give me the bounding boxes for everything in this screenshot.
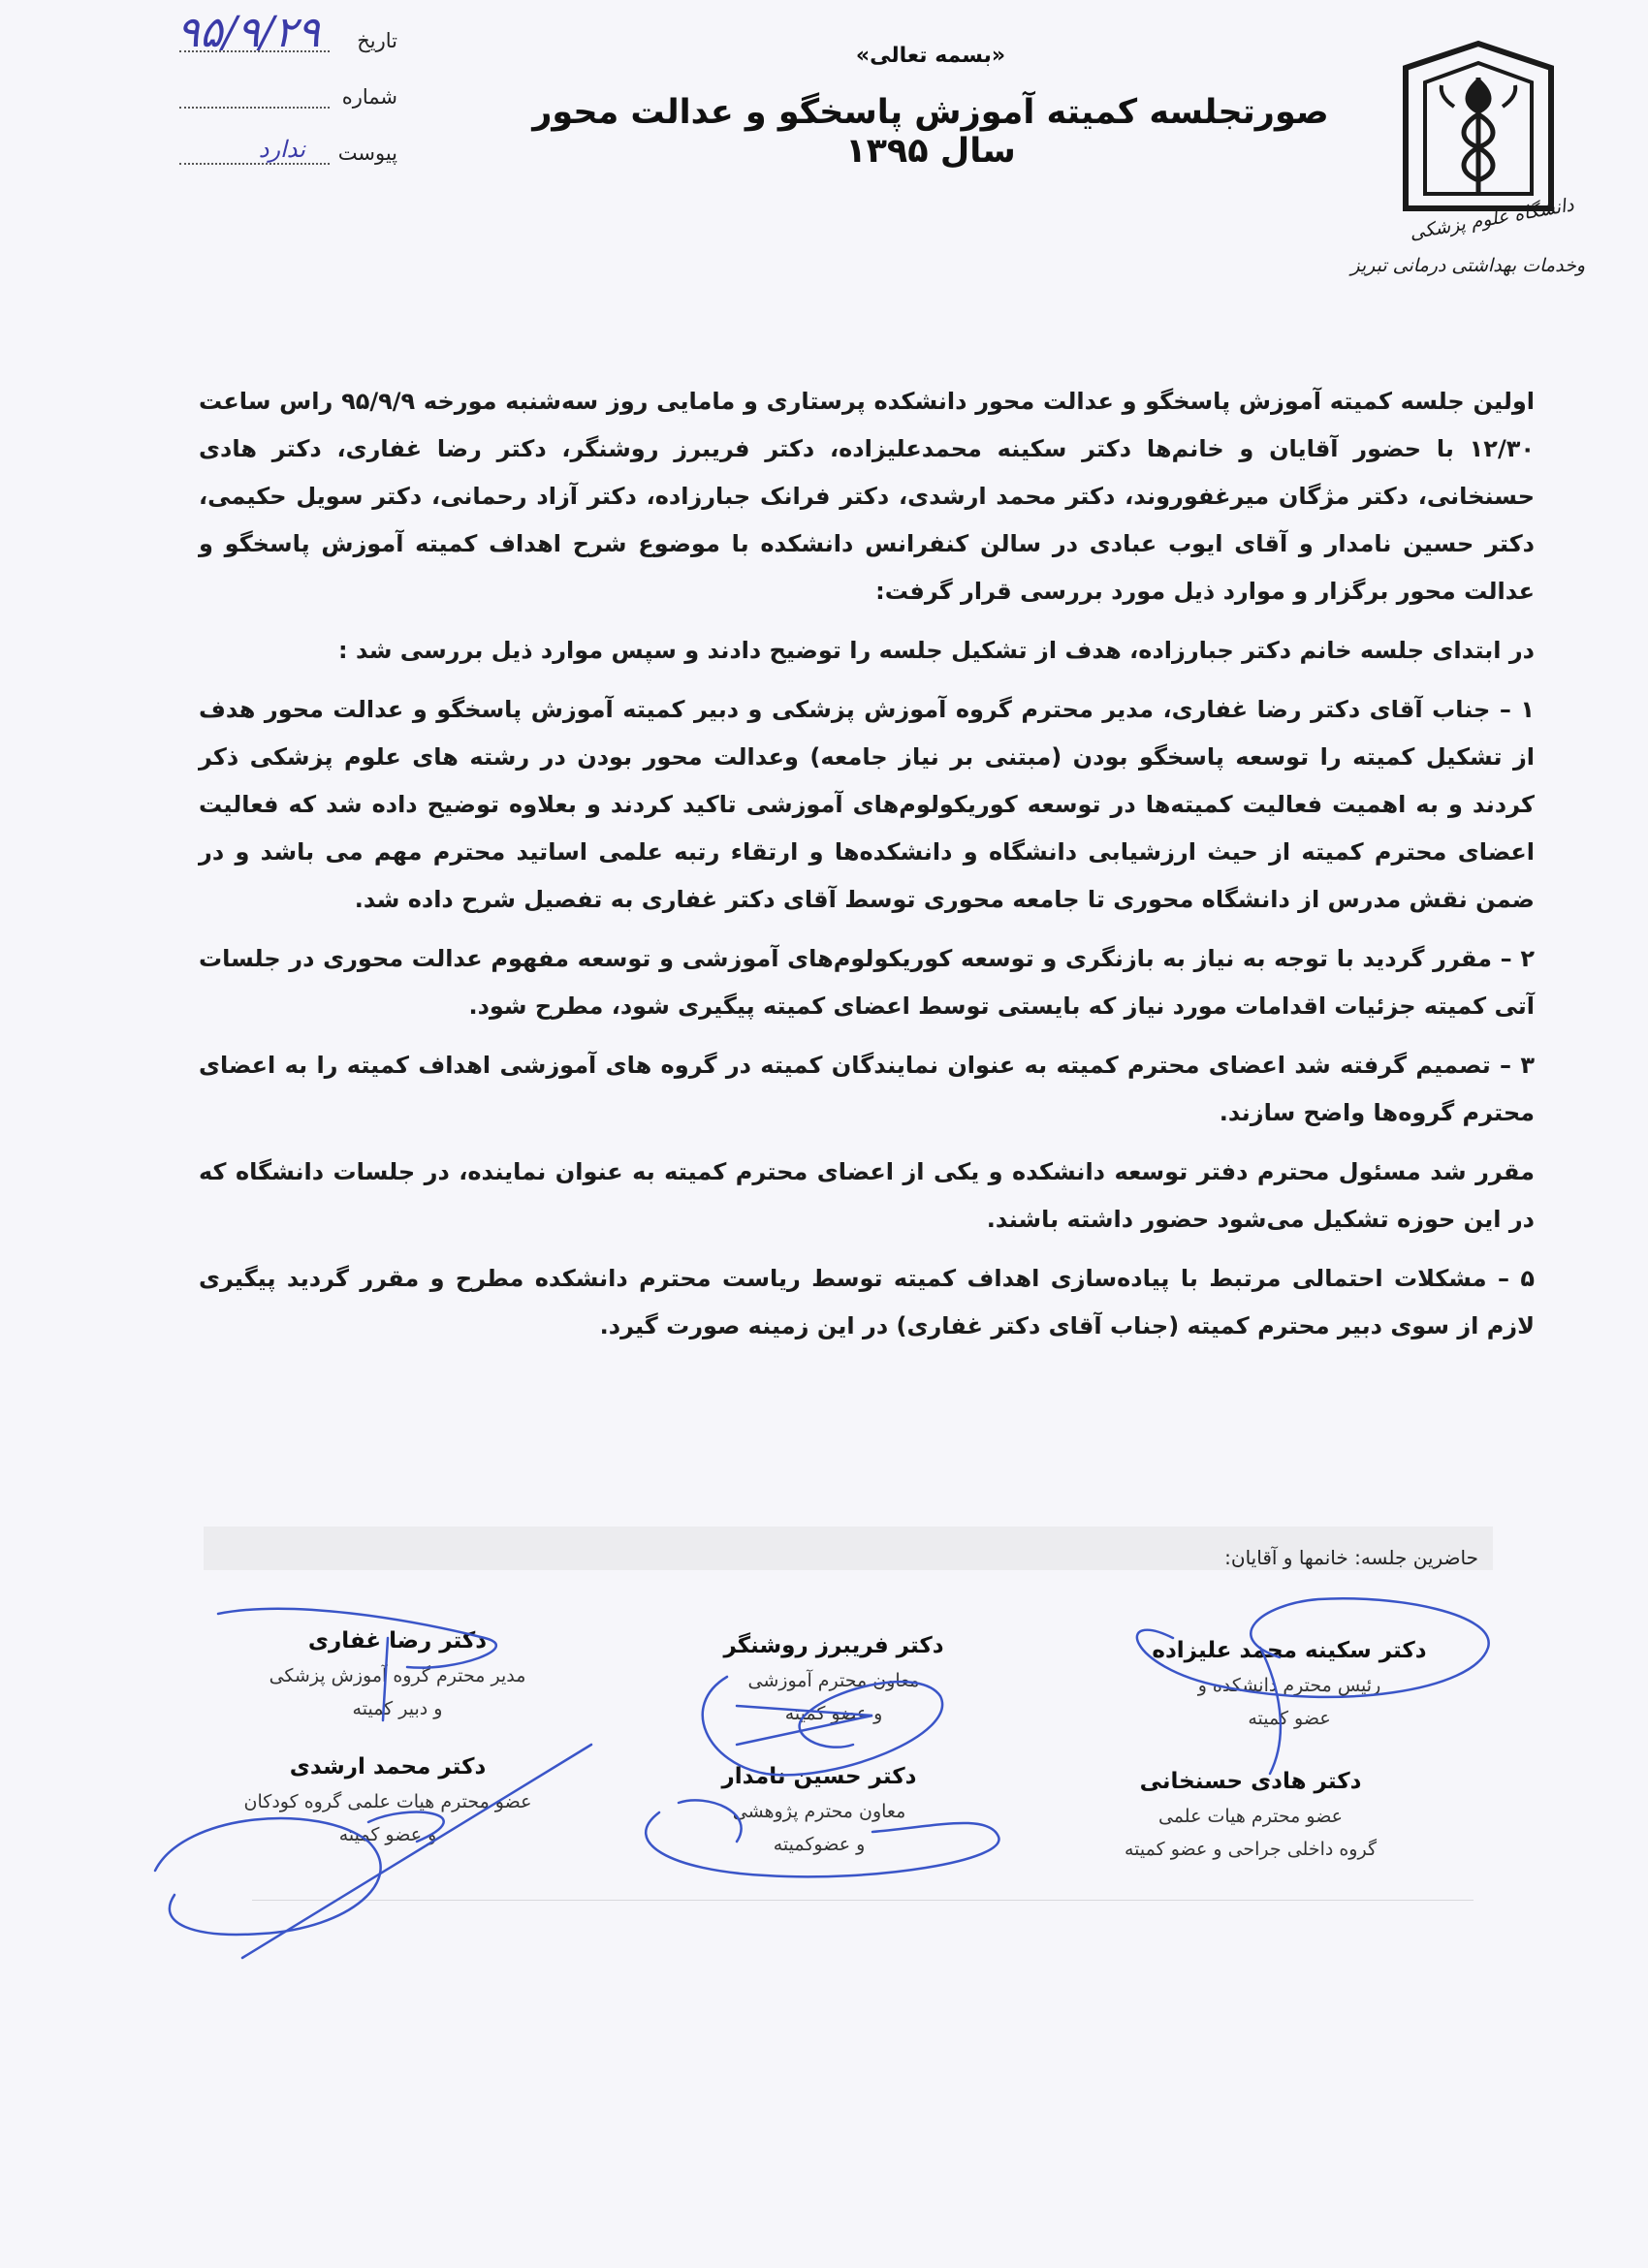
- signatory-roshangar: [659, 1633, 1008, 1730]
- signatory-namdar: [645, 1764, 994, 1861]
- attachment-dots: [179, 163, 330, 165]
- logo-caption: [1350, 194, 1585, 296]
- signatory-name: دکتر سکینه محمد علیزاده: [1152, 1638, 1427, 1663]
- signatory-hasankhani: [1076, 1769, 1425, 1866]
- intro-paragraph: اولین جلسه کمیته آموزش پاسخگو و عدالت محور دانشکده پرستاری و مامایی روز سه‌شنبه مورخه ۹۵/۹/۹ راس ساعت ۱۲/۳۰ با حضور آقایان و خانم‌ها دکتر سکینه محمدعلیزاده، دکتر فریبرز روشنگر، دکتر رضا غفاری، دکتر هادی حسنخانی، دکتر مژگان میرغفوروند، دکتر محمد ارشدی، دکتر فرانک جبارزاده، دکتر آزاد رحمانی، دکتر سویل حکیمی، دکتر حسین نامدار و آقای ایوب عبادی در سالن کنفرانس دانشکده با موضوع شرح اهداف کمیته آموزش پاسخگو و عدالت محور برگزار و موارد ذیل مورد بررسی قرار گرفت:: [199, 388, 1536, 605]
- signatory-name: دکتر فریبرز روشنگر: [723, 1633, 944, 1658]
- signatory-role: مدیر محترم گروه آموزش پزشکی: [269, 1665, 526, 1686]
- signatory-role: عضو محترم هیات علمی گروه کودکان: [243, 1791, 532, 1812]
- attachment-label: پیوست: [337, 142, 397, 165]
- attendees-title: حاضرین جلسه: خانمها و آقایان:: [1224, 1546, 1478, 1569]
- logo-caption-line1: دانشگاه علوم پزشکی: [1408, 194, 1576, 244]
- date-row: [165, 8, 397, 85]
- signatory-role: رئیس محترم دانشکده و: [1197, 1675, 1381, 1696]
- signatory-name: دکتر رضا غفاری: [307, 1628, 488, 1654]
- bottom-divider: [252, 1900, 1474, 1901]
- attachment-row: [165, 136, 397, 198]
- signatory-role: معاون محترم پژوهشی: [732, 1801, 906, 1822]
- signatory-name: دکتر هادی حسنخانی: [1139, 1769, 1362, 1794]
- item-5-paragraph: ۵ – مشکلات احتمالی مرتبط با پیاده‌سازی اهداف کمیته توسط ریاست محترم دانشکده مطرح و مقرر گردید پیگیری لازم از سوی دبیر محترم کمیته (جناب آقای دکتر غفاری) در این زمینه صورت گیرد.: [199, 1265, 1535, 1339]
- document-body: [199, 378, 1535, 1362]
- item-3-paragraph: ۳ – تصمیم گرفته شد اعضای محترم کمیته به عنوان نمایندگان کمیته در گروه های آموزشی اهداف کمیته را به اعضای محترم گروه‌ها واضح سازند.: [199, 1052, 1535, 1126]
- item-4-paragraph: مقرر شد مسئول محترم دفتر توسعه دانشکده و یکی از اعضای محترم کمیته به عنوان نماینده، در جلسات دانشگاه که در این حوزه تشکیل می‌شود حضور داشته باشند.: [199, 1158, 1535, 1233]
- page-title: صورتجلسه کمیته آموزش پاسخگو و عدالت محور سال ۱۳۹۵: [532, 93, 1329, 171]
- basmala: «بسمه تعالی»: [855, 44, 1006, 68]
- number-dots: [179, 107, 330, 109]
- number-label: شماره: [341, 85, 397, 109]
- signatory-role: عضو کمیته: [1248, 1708, 1331, 1729]
- signatory-role: و دبیر کمیته: [352, 1698, 443, 1719]
- logo-caption-line2: وخدمات بهداشتی درمانی تبریز: [1350, 255, 1585, 276]
- signatory-ghaffari: [223, 1628, 572, 1725]
- signatory-role: و عضو کمیته: [784, 1703, 883, 1724]
- signatory-arshadi: [213, 1754, 562, 1851]
- signatory-name: دکتر حسین نامدار: [721, 1764, 917, 1789]
- date-handwritten: ۹۵/۹/۲۹: [176, 8, 320, 57]
- signatory-role: گروه داخلی جراحی و عضو کمیته: [1124, 1839, 1378, 1860]
- signatory-alizadeh: [1115, 1638, 1464, 1735]
- date-label: تاریخ: [357, 29, 397, 52]
- opening-paragraph: در ابتدای جلسه خانم دکتر جبارزاده، هدف از تشکیل جلسه را توضیح دادند و سپس موارد ذیل بررسی شد :: [338, 637, 1535, 664]
- item-1-paragraph: ۱ – جناب آقای دکتر رضا غفاری، مدیر محترم گروه آموزش پزشکی و دبیر کمیته آموزش پاسخگو و عدالت محور هدف از تشکیل کمیته را توسعه پاسخگو بودن (مبتنی بر نیاز جامعه) وعدالت محور بودن در رشته های علوم پزشکی ذکر کردند و به اهمیت فعالیت کمیته‌ها در توسعه کوریکولوم‌های آموزشی تاکید کردند و بعلاوه توضیح داده شد که فعالیت اعضای محترم کمیته از حیث ارزشیابی دانشگاه و دانشکده‌ها و ارتقاء رتبه علمی اساتید محترم مهم می باشد و در ضمن نقش مدرس از دانشگاه محوری تا جامعه محوری توسط آقای دکتر غفاری به تفصیل شرح داده شد.: [199, 696, 1535, 913]
- signatory-name: دکتر محمد ارشدی: [289, 1754, 487, 1780]
- signatory-role: و عضو کمیته: [338, 1824, 437, 1845]
- signatory-role: عضو محترم هیات علمی: [1157, 1806, 1344, 1827]
- item-2-paragraph: ۲ – مقرر گردید با توجه به نیاز به بازنگری و توسعه کوریکولوم‌های آموزشی و توسعه مفهوم عدالت محوری در جلسات آتی کمیته جزئیات اقدامات مورد نیاز که بایستی توسط اعضای کمیته پیگیری شود، مطرح شود.: [199, 945, 1535, 1020]
- signatory-role: و عضوکمیته: [773, 1834, 866, 1855]
- document-header: [504, 44, 1357, 171]
- document-meta: [165, 8, 397, 198]
- attachment-handwritten: ندارد: [258, 136, 305, 163]
- signatory-role: معاون محترم آموزشی: [747, 1670, 920, 1691]
- number-row: [165, 85, 397, 142]
